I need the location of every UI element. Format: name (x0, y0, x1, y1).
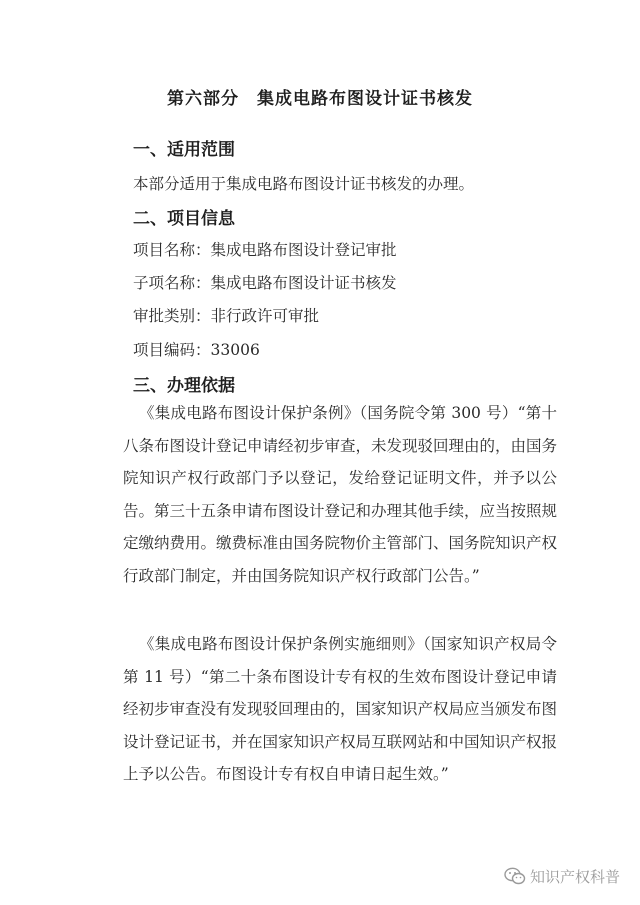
watermark-label: 知识产权科普 (529, 867, 620, 886)
approval-category-line: 审批类别：非行政许可审批 (133, 307, 320, 325)
section-heading-basis: 三、办理依据 (133, 376, 235, 396)
scope-text: 本部分适用于集成电路布图设计证书核发的办理。 (133, 175, 475, 193)
project-code-line: 项目编码：33006 (133, 341, 260, 359)
project-name-line: 项目名称：集成电路布图设计登记审批 (133, 241, 397, 259)
source-watermark (504, 864, 620, 888)
wechat-icon (504, 867, 526, 885)
document-title: 第六部分 集成电路布图设计证书核发 (167, 89, 473, 109)
section-heading-scope: 一、适用范围 (133, 140, 235, 160)
section-heading-project-info: 二、项目信息 (133, 209, 235, 229)
subitem-name-line: 子项名称：集成电路布图设计证书核发 (133, 274, 397, 292)
basis-paragraph-regulation: 《集成电路布图设计保护条例》（国务院令第 300 号）“第十八条布图设计登记申请经初步审查，未发现驳回理由的，由国务院知识产权行政部门予以登记，发给登记证明文件，并予以公告。第三十五条申请布图设计登记和办理其他手续，应当按照规定缴纳费用。缴费标准由国务院物价主管部门、国务院知识产权行政部门制定，并由国务院知识产权行政部门公告。” (123, 404, 558, 585)
basis-paragraph-implementing-rules: 《集成电路布图设计保护条例实施细则》（国家知识产权局令第 11 号）“第二十条布图设计专有权的生效布图设计登记申请经初步审查没有发现驳回理由的，国家知识产权局应当颁发布图设计登记证书，并在国家知识产权局互联网站和中国知识产权报上予以公告。布图设计专有权自申请日起生效。” (123, 635, 558, 783)
